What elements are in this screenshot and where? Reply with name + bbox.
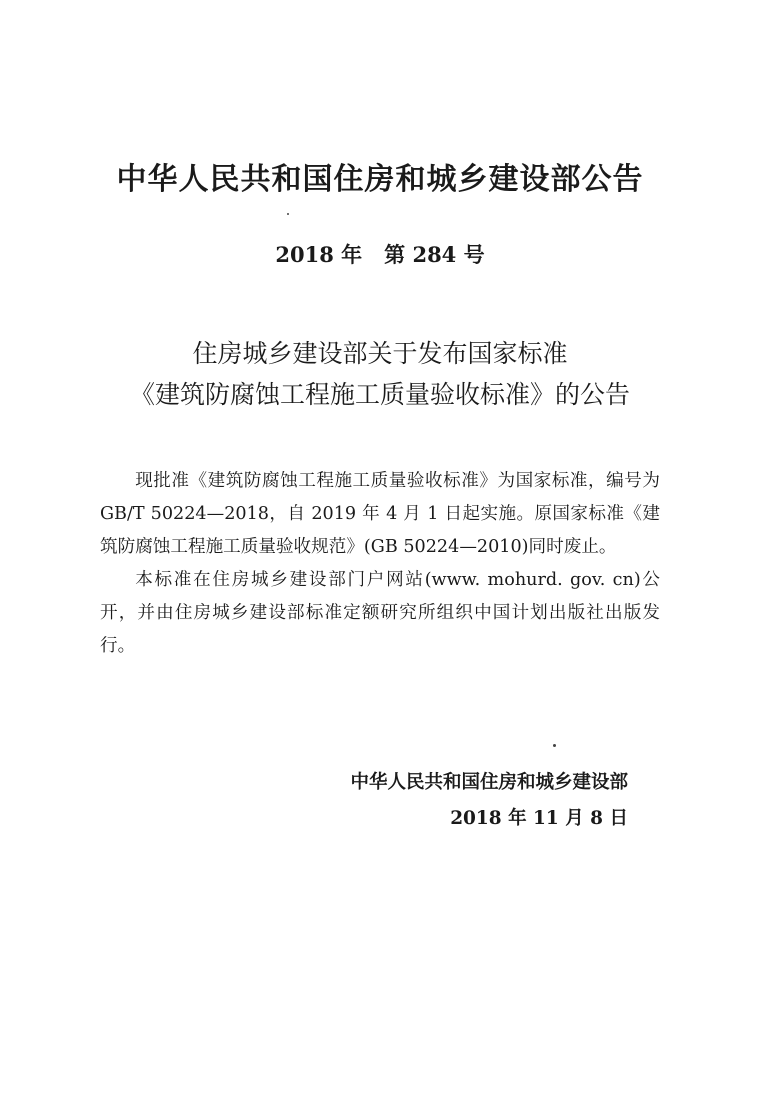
subject-line-2: 《建筑防腐蚀工程施工质量验收标准》的公告 [129,380,630,409]
document-number [0,240,760,270]
paragraph-approval: 现批准《建筑防腐蚀工程施工质量验收标准》为国家标准，编号为GB/T 50224—2018，自 2019 年 4 月 1 日起实施。原国家标准《建筑防腐蚀工程施工质量验收规范》(GB 50224—2010)同时废止。 [100,471,660,557]
subject-line-1: 住房城乡建设部关于发布国家标准 [192,339,568,368]
signature-organization: 中华人民共和国住房和城乡建设部 [350,772,628,793]
document-serial: 第 284 号 [384,242,485,267]
signature-block [0,765,628,837]
scan-speck [287,213,289,215]
announcement-body [100,465,660,663]
paragraph-publication: 本标准在住房城乡建设部门户网站(www. mohurd. gov. cn)公开，并由住房城乡建设部标准定额研究所组织中国计划出版社出版发行。 [100,570,660,656]
issuer-title: 中华人民共和国住房和城乡建设部公告 [116,162,644,197]
announcement-subject [0,333,760,415]
scan-speck [553,744,556,747]
signature-date: 2018 年 11 月 8 日 [450,808,628,829]
document-year: 2018 年 [275,242,363,267]
